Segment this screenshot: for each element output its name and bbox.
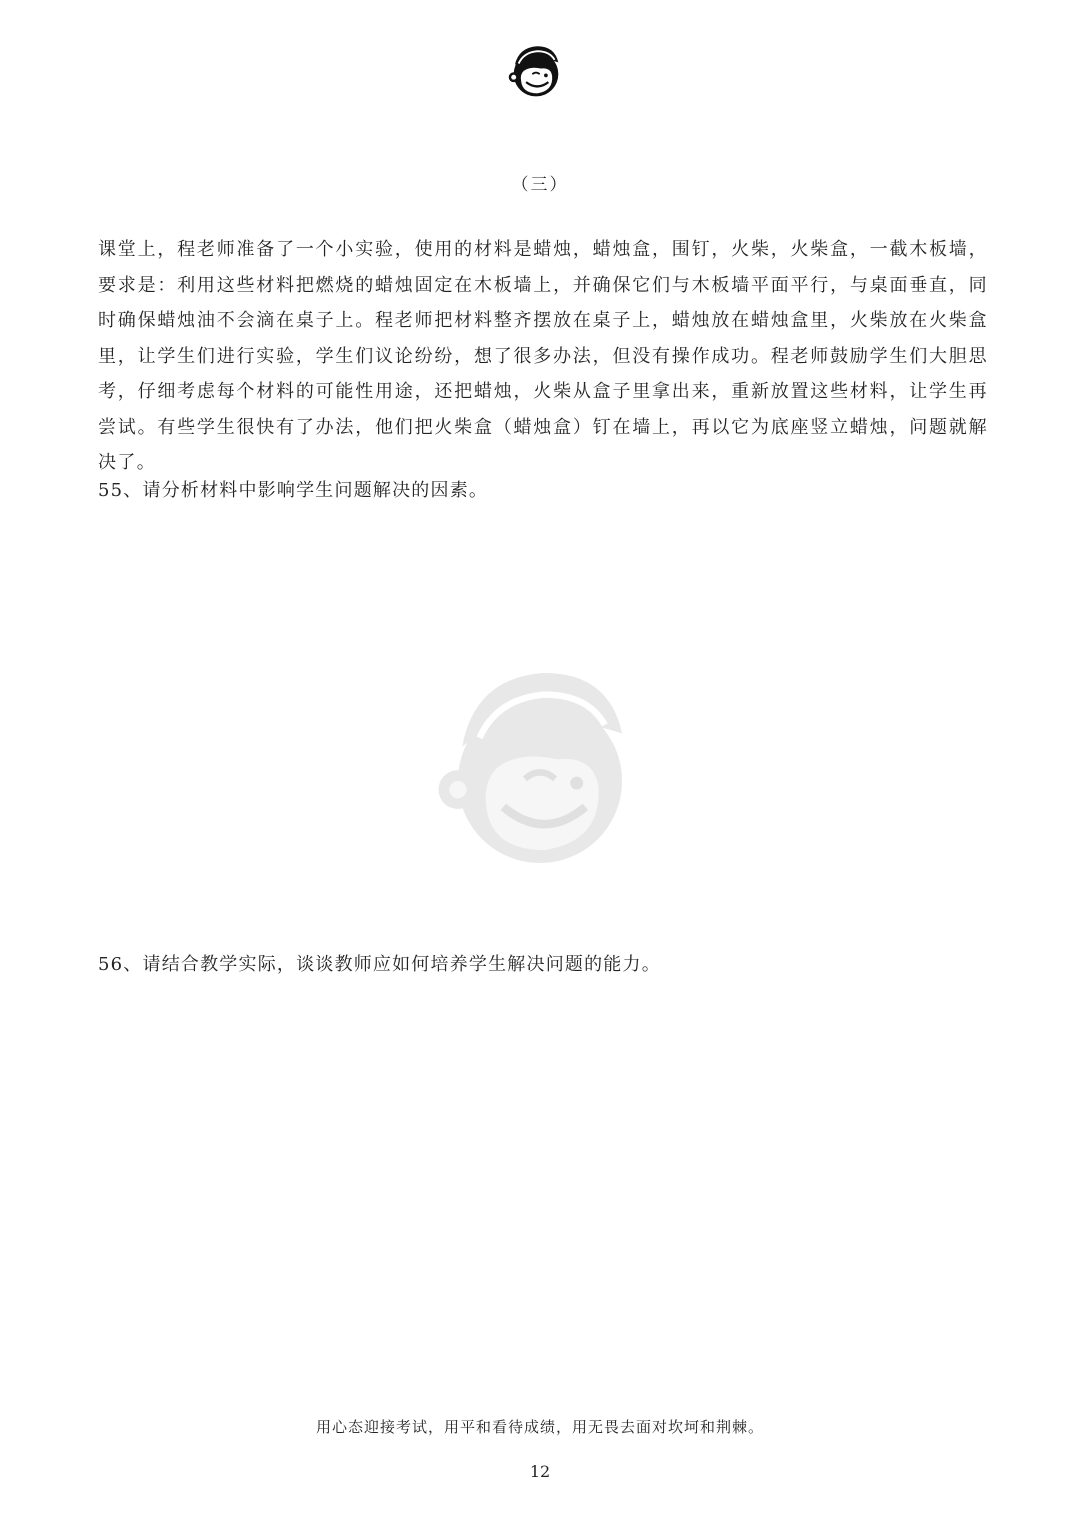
monkey-mascot-watermark-icon <box>432 660 648 876</box>
section-title: （三） <box>511 175 569 195</box>
reading-passage: 课堂上，程老师准备了一个小实验，使用的材料是蜡烛，蜡烛盒，围钉，火柴，火柴盒，一截木板墙，要求是：利用这些材料把燃烧的蜡烛固定在木板墙上，并确保它们与木板墙平面平行，与桌面垂直，同时确保蜡烛油不会滴在桌子上。程老师把材料整齐摆放在桌子上，蜡烛放在蜡烛盒里，火柴放在火柴盒里，让学生们进行实验，学生们议论纷纷，想了很多办法，但没有操作成功。程老师鼓励学生们大胆思考，仔细考虑每个材料的可能性用途，还把蜡烛，火柴从盒子里拿出来，重新放置这些材料，让学生再尝试。有些学生很快有了办法，他们把火柴盒（蜡烛盒）钉在墙上，再以它为底座竖立蜡烛，问题就解决了。 <box>98 239 988 473</box>
page-number: 12 <box>529 1462 551 1481</box>
footer-motto: 用心态迎接考试，用平和看待成绩，用无畏去面对坎坷和荆棘。 <box>315 1418 764 1436</box>
monkey-mascot-logo-icon <box>505 40 567 102</box>
question-56: 56、请结合教学实际，谈谈教师应如何培养学生解决问题的能力。 <box>98 954 661 975</box>
question-55: 55、请分析材料中影响学生问题解决的因素。 <box>98 480 489 501</box>
